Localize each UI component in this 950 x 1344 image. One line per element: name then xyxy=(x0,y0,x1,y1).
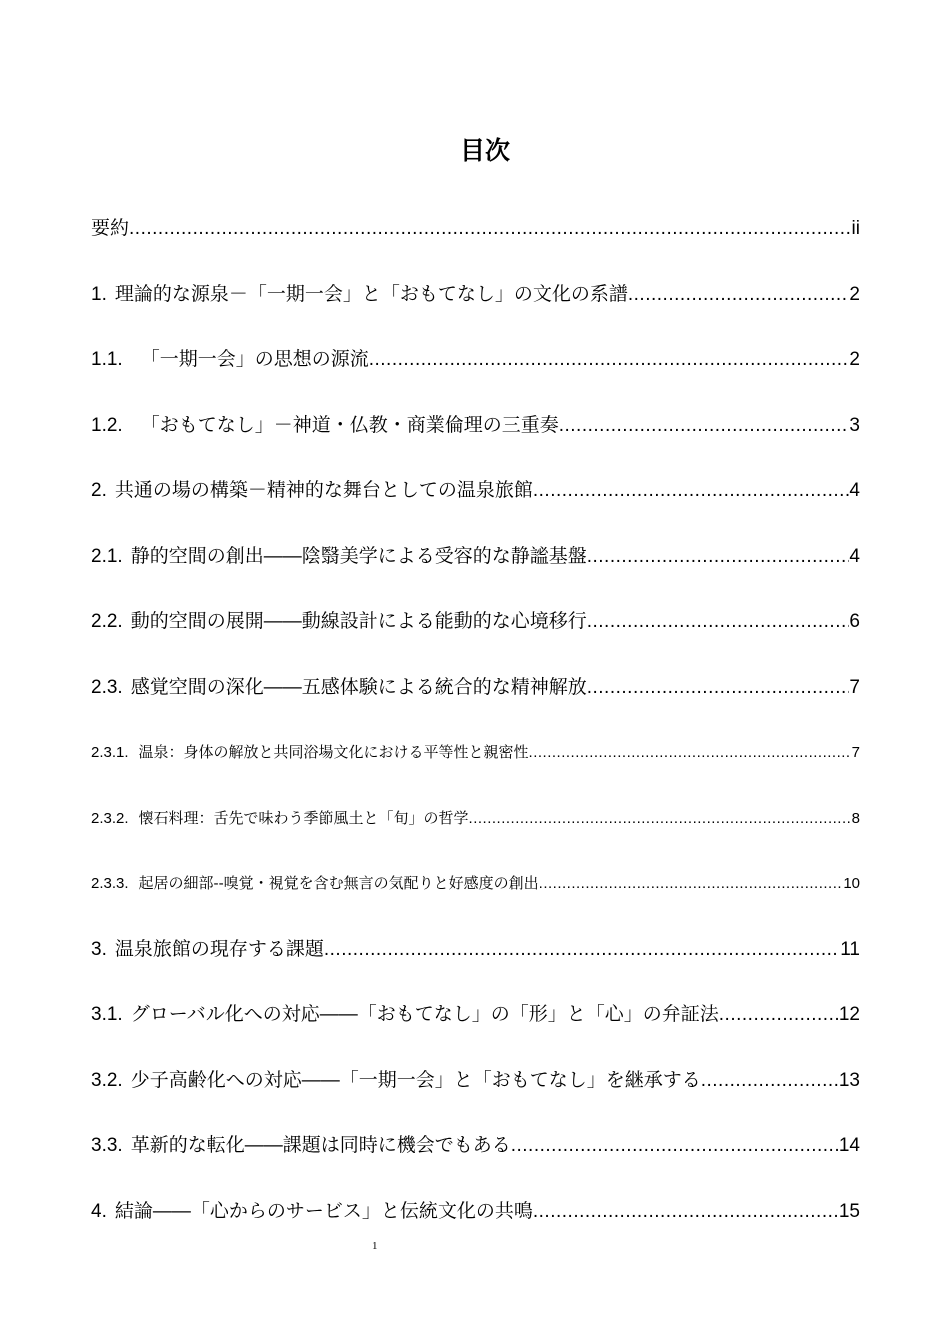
toc-entry-page: 12 xyxy=(838,1004,860,1025)
toc-entry-number: 3.2. xyxy=(91,1069,123,1091)
toc-entry-page: 3 xyxy=(849,414,860,436)
toc-entry-page: 7 xyxy=(851,744,860,761)
dot-leader xyxy=(469,786,852,852)
toc-entry-number: 2.3.1. xyxy=(91,744,129,761)
toc-entry-label: 結論――「心からのサービス」と伝統文化の共鳴 xyxy=(114,1199,533,1222)
dot-leader xyxy=(701,1048,839,1114)
toc-entry-label: 懐石料理：舌先で味わう季節風土と「旬」の哲学 xyxy=(138,808,469,827)
dot-leader xyxy=(587,524,850,590)
toc-entry-label: 革新的な転化――課題は同時に機会でもある xyxy=(130,1134,511,1156)
dot-leader xyxy=(719,982,839,1048)
toc-entry-number: 2.3.3. xyxy=(91,875,129,892)
toc-entry-number: 2.3.2. xyxy=(91,809,129,827)
toc-entry-2-3-1[interactable] xyxy=(91,720,860,786)
toc-entry-label: 静的空間の創出――陰翳美学による受容的な静謐基盤 xyxy=(130,544,587,567)
dot-leader xyxy=(533,458,850,524)
toc-entry-number: 3.1. xyxy=(91,1004,123,1025)
toc-entry-label: 「一期一会」の思想の源流 xyxy=(140,348,369,370)
toc-entry-label: 理論的な源泉－「一期一会」と「おもてなし」の文化の系譜 xyxy=(114,282,628,305)
toc-entry-3-3[interactable] xyxy=(91,1113,860,1179)
toc-entry-page: 2 xyxy=(849,349,860,370)
dot-leader xyxy=(628,262,850,328)
toc-title: 目次 xyxy=(459,136,510,165)
dot-leader xyxy=(587,655,850,721)
toc-entry-page: 7 xyxy=(849,676,860,698)
toc-entry-number: 3.3. xyxy=(91,1135,123,1156)
toc-entry-label: 感覚空間の深化――五感体験による統合的な精神解放 xyxy=(130,675,587,698)
toc-entry-label: 温泉旅館の現存する課題 xyxy=(114,937,324,960)
toc-entry-summary[interactable] xyxy=(91,196,860,262)
toc-entry-page: 10 xyxy=(843,875,860,892)
dot-leader xyxy=(529,720,852,786)
toc-entry-number: 1. xyxy=(91,283,107,305)
toc-entry-number: 4. xyxy=(91,1200,107,1222)
dot-leader xyxy=(369,327,850,393)
toc-entry-number: 1.2. xyxy=(91,414,123,436)
toc-entry-label: グローバル化への対応――「おもてなし」の「形」と「心」の弁証法 xyxy=(130,1003,719,1025)
toc-entry-label: 動的空間の展開――動線設計による能動的な心境移行 xyxy=(130,610,587,632)
toc-entry-3[interactable] xyxy=(91,917,860,983)
page-number: 1 xyxy=(372,1240,378,1252)
toc-entry-page: 13 xyxy=(838,1069,860,1091)
toc-entry-3-1[interactable] xyxy=(91,982,860,1048)
toc-entry-2[interactable] xyxy=(91,458,860,524)
dot-leader xyxy=(533,1179,839,1245)
toc-entry-2-2[interactable] xyxy=(91,589,860,655)
toc-entry-2-1[interactable] xyxy=(91,524,860,590)
dot-leader xyxy=(511,1113,839,1179)
toc-entry-number: 1.1. xyxy=(91,349,123,370)
toc-entry-number: 3. xyxy=(91,938,107,960)
toc-entry-page: 15 xyxy=(838,1200,860,1222)
toc-entry-number: 2.1. xyxy=(91,545,123,567)
toc-entry-label: 「おもてなし」－神道・仏教・商業倫理の三重奏 xyxy=(140,413,559,436)
toc-entry-label: 温泉：身体の解放と共同浴場文化における平等性と親密性 xyxy=(138,743,529,761)
toc-entry-page: 8 xyxy=(851,809,860,827)
toc-entry-4[interactable] xyxy=(91,1179,860,1245)
toc-entry-1[interactable] xyxy=(91,262,860,328)
toc-entry-label: 要約 xyxy=(91,217,130,239)
toc-entry-page: 2 xyxy=(849,283,860,305)
toc-entry-1-2[interactable] xyxy=(91,393,860,459)
toc-entry-page: 4 xyxy=(849,545,860,567)
toc-entry-number: 2.2. xyxy=(91,611,123,632)
toc-entry-1-1[interactable] xyxy=(91,327,860,393)
table-of-contents xyxy=(91,196,860,1244)
toc-entry-page: 14 xyxy=(838,1135,860,1156)
dot-leader xyxy=(559,393,850,459)
toc-entry-label: 共通の場の構築－精神的な舞台としての温泉旅館 xyxy=(114,479,533,501)
toc-entry-label: 少子高齢化への対応――「一期一会」と「おもてなし」を継承する xyxy=(130,1068,701,1091)
toc-entry-2-3[interactable] xyxy=(91,655,860,721)
dot-leader xyxy=(324,917,840,983)
toc-entry-page: 6 xyxy=(849,611,860,632)
toc-entry-3-2[interactable] xyxy=(91,1048,860,1114)
dot-leader xyxy=(539,851,844,917)
dot-leader xyxy=(587,589,850,655)
toc-entry-2-3-2[interactable] xyxy=(91,786,860,852)
toc-entry-page: 11 xyxy=(840,938,860,960)
toc-entry-page: ii xyxy=(851,218,860,239)
toc-entry-label: 起居の細部--嗅覚・視覚を含む無言の気配りと好感度の創出 xyxy=(138,874,539,892)
toc-entry-number: 2.3. xyxy=(91,676,123,698)
toc-entry-page: 4 xyxy=(849,480,860,501)
toc-entry-number: 2. xyxy=(91,480,107,501)
toc-entry-2-3-3[interactable] xyxy=(91,851,860,917)
dot-leader xyxy=(129,196,852,262)
